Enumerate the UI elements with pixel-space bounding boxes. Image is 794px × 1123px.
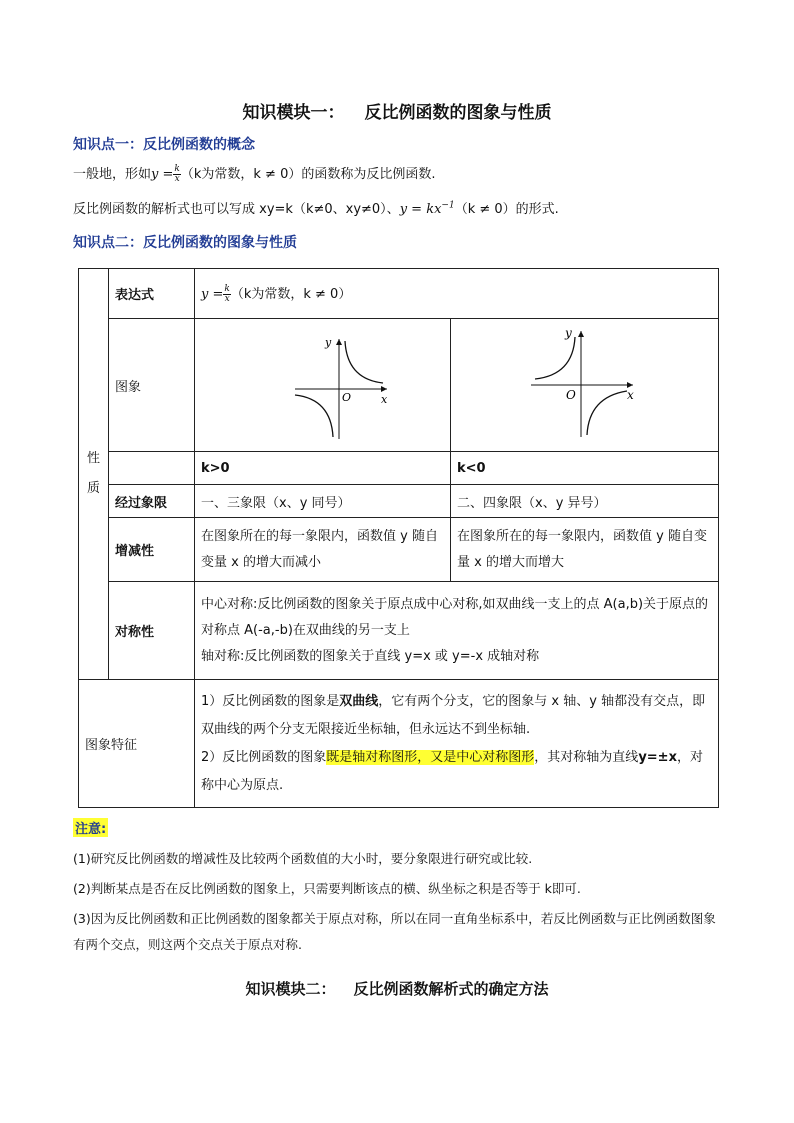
line2-math: y = kx <box>399 202 442 217</box>
expr-y: y = <box>201 287 224 302</box>
line1-frac <box>173 165 180 184</box>
mono-neg: 在图象所在的每一象限内，函数值 y 随自变量 x 的增大而增大 <box>451 518 719 582</box>
sym-axis: 轴对称:反比例函数的图象关于直线 y=x 或 y=-x 成轴对称 <box>201 648 540 664</box>
line1-suffix: （k为常数，k ≠ 0）的函数称为反比例函数. <box>180 167 436 182</box>
line2-suffix: （k ≠ 0）的形式. <box>454 202 559 217</box>
line2-exp: −1 <box>441 200 455 211</box>
title-sub: 反比例函数的图象与性质 <box>364 103 552 123</box>
point2-heading: 知识点二：反比例函数的图象与性质 <box>73 235 297 251</box>
properties-table <box>78 268 719 808</box>
origin-label: O <box>342 391 352 404</box>
section-title-2 <box>0 978 794 999</box>
note-1: (1)研究反比例函数的增减性及比较两个函数值的大小时，要分象限进行研究或比较. <box>73 851 533 866</box>
k-row-blank <box>109 452 195 485</box>
mono-pos: 在图象所在的每一象限内，函数值 y 随自变量 x 的增大而减小 <box>195 518 451 582</box>
note-tag: 注意: <box>73 818 108 837</box>
feature-value <box>195 680 719 808</box>
side-label <box>85 444 102 504</box>
expr-num: k <box>224 284 230 294</box>
point1-heading: 知识点一：反比例函数的概念 <box>73 137 255 153</box>
expr-suffix: （k为常数，k ≠ 0） <box>230 287 352 302</box>
side-label-2: 质 <box>86 481 100 496</box>
y-axis-arrow <box>336 339 342 345</box>
quadrant-label: 经过象限 <box>109 485 195 518</box>
expr-value <box>195 269 719 319</box>
quadrant-pos: 一、三象限（x、y 同号） <box>195 485 451 518</box>
side-label-1: 性 <box>86 451 100 466</box>
feat1-a: 1）反比例函数的图象是 <box>201 693 340 709</box>
feature-2 <box>201 744 712 800</box>
sym-label: 对称性 <box>109 582 195 680</box>
frac-num: k <box>174 164 180 174</box>
axis-y-label: y <box>325 336 332 349</box>
feat1-b: 双曲线 <box>339 693 379 709</box>
axis-x-label: x <box>381 393 388 406</box>
feat2-highlight: 既是轴对称图形，又是中心对称图形 <box>326 749 535 765</box>
note-2: (2)判断某点是否在反比例函数的图象上，只需要判断该点的横、纵坐标之积是否等于 k即可. <box>73 881 581 896</box>
sym-value <box>195 582 719 680</box>
k-positive: k>0 <box>195 452 451 485</box>
line1-y: y = <box>151 167 174 182</box>
axis-x-label: x <box>627 388 634 402</box>
y-axis-arrow <box>578 331 584 337</box>
expr-label: 表达式 <box>109 269 195 319</box>
x-axis-arrow <box>381 386 387 392</box>
feat2-d: ，对称中心为原点. <box>201 749 703 793</box>
page-title <box>0 98 794 123</box>
hyperbola-k-negative <box>451 319 719 447</box>
k-negative: k<0 <box>451 452 719 485</box>
branch-q3 <box>295 395 333 437</box>
title2-sub: 反比例函数解析式的确定方法 <box>353 980 549 998</box>
feat2-c: y=±x <box>638 749 677 765</box>
frac-den: x <box>174 174 180 184</box>
line1-prefix: 一般地，形如 <box>73 167 152 182</box>
branch-q2 <box>535 337 575 379</box>
quadrant-neg: 二、四象限（x、y 异号） <box>451 485 719 518</box>
title-main: 知识模块一： <box>242 103 345 123</box>
mono-label: 增减性 <box>109 518 195 582</box>
origin-label: O <box>566 388 576 402</box>
sym-center: 中心对称:反比例函数的图象关于原点成中心对称,如双曲线一支上的点 A(a,b)关于原点的对称点 A(-a,-b)在双曲线的另一支上 <box>201 596 709 638</box>
branch-q4 <box>587 391 627 435</box>
axis-y-label: y <box>565 326 572 340</box>
graph-neg-cell <box>451 319 719 452</box>
graph-pos-cell <box>195 319 451 452</box>
feat2-a: 2）反比例函数的图象 <box>201 749 327 765</box>
feat2-b: ，其对称轴为直线 <box>534 749 639 765</box>
hyperbola-k-positive <box>195 319 451 447</box>
point1-line1 <box>73 164 435 186</box>
feature-1 <box>201 688 712 744</box>
graph-label: 图象 <box>109 319 195 452</box>
line2-prefix: 反比例函数的解析式也可以写成 xy=k（k≠0、xy≠0）、 <box>73 202 400 217</box>
note-3: (3)因为反比例函数和正比例函数的图象都关于原点对称，所以在同一直角坐标系中，若反比例函数与正比例函数图象有两个交点，则这两个交点关于原点对称. <box>73 911 716 952</box>
side-label-cell <box>79 269 109 680</box>
title2-main: 知识模块二： <box>245 980 336 998</box>
point1-line2 <box>73 198 559 217</box>
branch-q1 <box>345 341 383 383</box>
expr-den: x <box>224 294 230 304</box>
feat1-c: ，它有两个分支，它的图象与 x 轴、y 轴都没有交点，即双曲线的两个分支无限接近坐标轴，但永远达不到坐标轴. <box>201 693 706 737</box>
expr-frac <box>223 285 230 304</box>
feature-label: 图象特征 <box>79 680 195 808</box>
